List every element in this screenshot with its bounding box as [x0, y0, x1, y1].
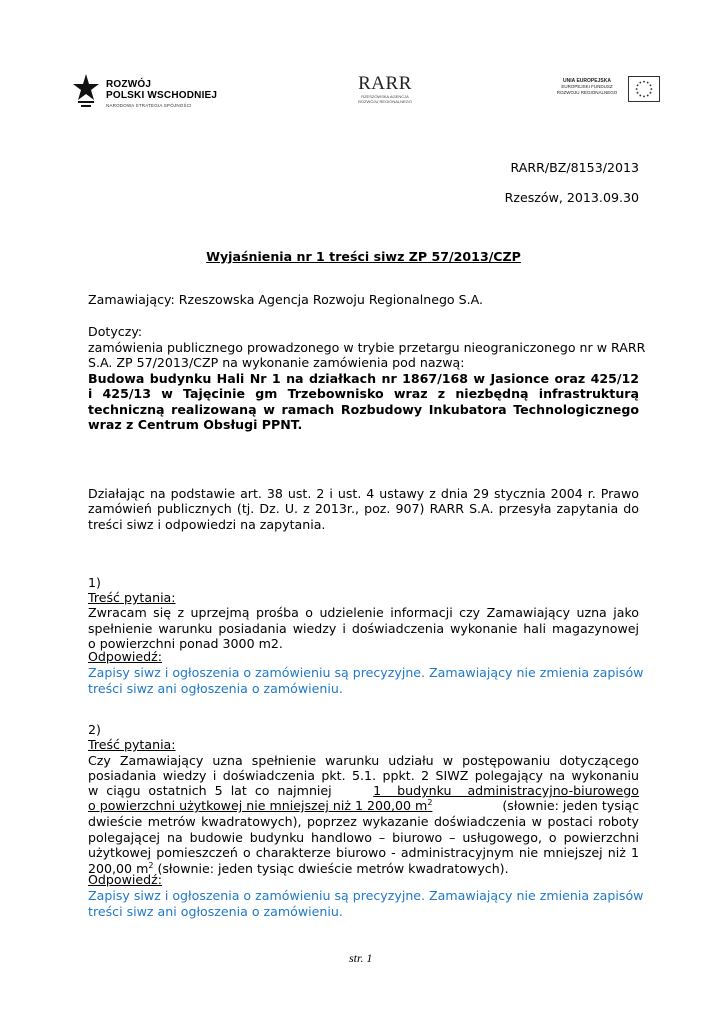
- question-2-text-line: [88, 798, 639, 814]
- answer-1-text-line: treści siwz ani ogłoszenia o zamówieniu.: [88, 681, 343, 696]
- intro-line: zamówień publicznych (tj. Dz. U. z 2013r., poz. 907) RARR S.A. przesyła zapytania do: [88, 501, 639, 516]
- rarr-logo: [355, 74, 415, 108]
- concerns-label: Dotyczy:: [88, 324, 143, 339]
- intro-line: treści siwz i odpowiedzi na zapytania.: [88, 517, 326, 532]
- square-superscript: 2: [148, 860, 154, 870]
- answer-2-text-line: treści siwz ani ogłoszenia o zamówieniu.: [88, 904, 343, 919]
- question-2-underlined-part: [88, 798, 432, 813]
- contract-name-line: i 425/13 w Tajęcinie gm Trzebownisko wraz z niezbędną infrastrukturą: [88, 386, 639, 401]
- answer-2-label: Odpowiedź:: [88, 872, 163, 887]
- question-1-number: 1): [88, 575, 101, 590]
- contract-name-line: Budowa budynku Hali Nr 1 na działkach nr 1867/168 w Jasionce oraz 425/12: [88, 371, 639, 386]
- question-2-label: Treść pytania:: [88, 737, 176, 752]
- page-number: str. 1: [349, 951, 373, 965]
- intro-line: Działając na podstawie art. 38 ust. 2 i ust. 4 ustawy z dnia 29 stycznia 2004 r. Prawo: [88, 486, 639, 501]
- concerns-text-line: S.A. ZP 57/2013/CZP na wykonanie zamówienia pod nazwą:: [88, 355, 465, 370]
- question-1-text-line: o powierzchni ponad 3000 m2.: [88, 636, 283, 651]
- question-1-text-line: Zwracam się z uprzejmą prośba o udzielenie informacji czy Zamawiający uzna jako: [88, 605, 639, 620]
- logo-left-line1: ROZWÓJ: [106, 79, 152, 90]
- answer-2-text-line: Zapisy siwz i ogłoszenia o zamówieniu są precyzyjne. Zamawiający nie zmienia zapisów: [88, 888, 644, 903]
- question-2-number: 2): [88, 722, 101, 737]
- contracting-authority: Zamawiający: Rzeszowska Agencja Rozwoju Regionalnego S.A.: [88, 292, 484, 307]
- rarr-logo-text: RARR: [358, 73, 412, 94]
- question-2-area-text: o powierzchni użytkowej nie mniejszej niż 1 200,00 m: [88, 798, 428, 813]
- answer-1-text-line: Zapisy siwz i ogłoszenia o zamówieniu są precyzyjne. Zamawiający nie zmienia zapisów: [88, 665, 644, 680]
- eu-flag-icon: [628, 76, 660, 102]
- eu-logo-line2: EUROPEJSKI FUNDUSZ: [561, 84, 613, 89]
- question-1-label: Treść pytania:: [88, 590, 176, 605]
- question-2-underlined-part: 1 budynku administracyjno-biurowego: [373, 783, 639, 798]
- contract-name-line: wraz z Centrum Obsługi PPNT.: [88, 417, 303, 432]
- document-title: Wyjaśnienia nr 1 treści siwz ZP 57/2013/CZP: [206, 249, 521, 264]
- question-2-text-line: Czy Zamawiający uzna spełnienie warunku udziału w postępowaniu dotyczącego: [88, 753, 639, 768]
- logo-left-line3: NARODOWA STRATEGIA SPÓJNOŚCI: [106, 103, 192, 108]
- question-2-text-line: [88, 783, 639, 799]
- question-2-text-line: użytkowej pomieszczeń o charakterze biurowo - administracyjnym nie mniejszej niż 1: [88, 845, 639, 860]
- logo-left-line2: POLSKI WSCHODNIEJ: [106, 90, 218, 101]
- question-2-text-part: w ciągu ostatnich 5 lat co najmniej: [88, 783, 332, 798]
- eu-logo-line1: UNIA EUROPEJSKA: [563, 78, 611, 84]
- eu-logo-line3: ROZWOJU REGIONALNEGO: [556, 90, 618, 95]
- eu-logo: [550, 76, 660, 106]
- question-2-text-part: 200,00 m: [88, 861, 149, 876]
- question-2-text-line: dwieście metrów kwadratowych), poprzez wykazanie doświadczenia w postaci roboty: [88, 814, 639, 829]
- star-emblem-icon: [72, 72, 100, 110]
- question-2-text-part: (słownie: jeden tysiąc dwieście metrów kwadratowych).: [153, 861, 509, 876]
- square-superscript: 2: [427, 797, 433, 807]
- rarr-logo-sub2: ROZWOJU REGIONALNEGO: [358, 99, 412, 104]
- question-2-text-line: polegającej na budowie budynku handlowo – biurowo – usługowego, o powierzchni: [88, 830, 639, 845]
- rarr-logo-sub1: RZESZOWSKA AGENCJA: [361, 94, 409, 99]
- question-1-text-line: spełnienie warunku posiadania wiedzy i doświadczenia wykonanie hali magazynowej: [88, 621, 639, 636]
- place-date: Rzeszów, 2013.09.30: [504, 190, 639, 205]
- concerns-text-line: zamówienia publicznego prowadzonego w trybie przetargu nieograniczonego nr w RARR: [88, 340, 646, 355]
- question-2-text-part: (słownie: jeden tysiąc: [502, 798, 639, 813]
- contract-name-line: techniczną realizowaną w ramach Rozbudowy Inkubatora Technologicznego: [88, 402, 639, 417]
- eu-logo-text: [550, 78, 624, 96]
- question-2-text-line: posiadania wiedzy i doświadczenia pkt. 5.1. ppkt. 2 SIWZ polegający na wykonaniu: [88, 768, 639, 783]
- answer-1-label: Odpowiedź:: [88, 649, 163, 664]
- reference-number: RARR/BZ/8153/2013: [510, 160, 639, 175]
- rozwoj-polski-wschodniej-logo: [72, 72, 222, 112]
